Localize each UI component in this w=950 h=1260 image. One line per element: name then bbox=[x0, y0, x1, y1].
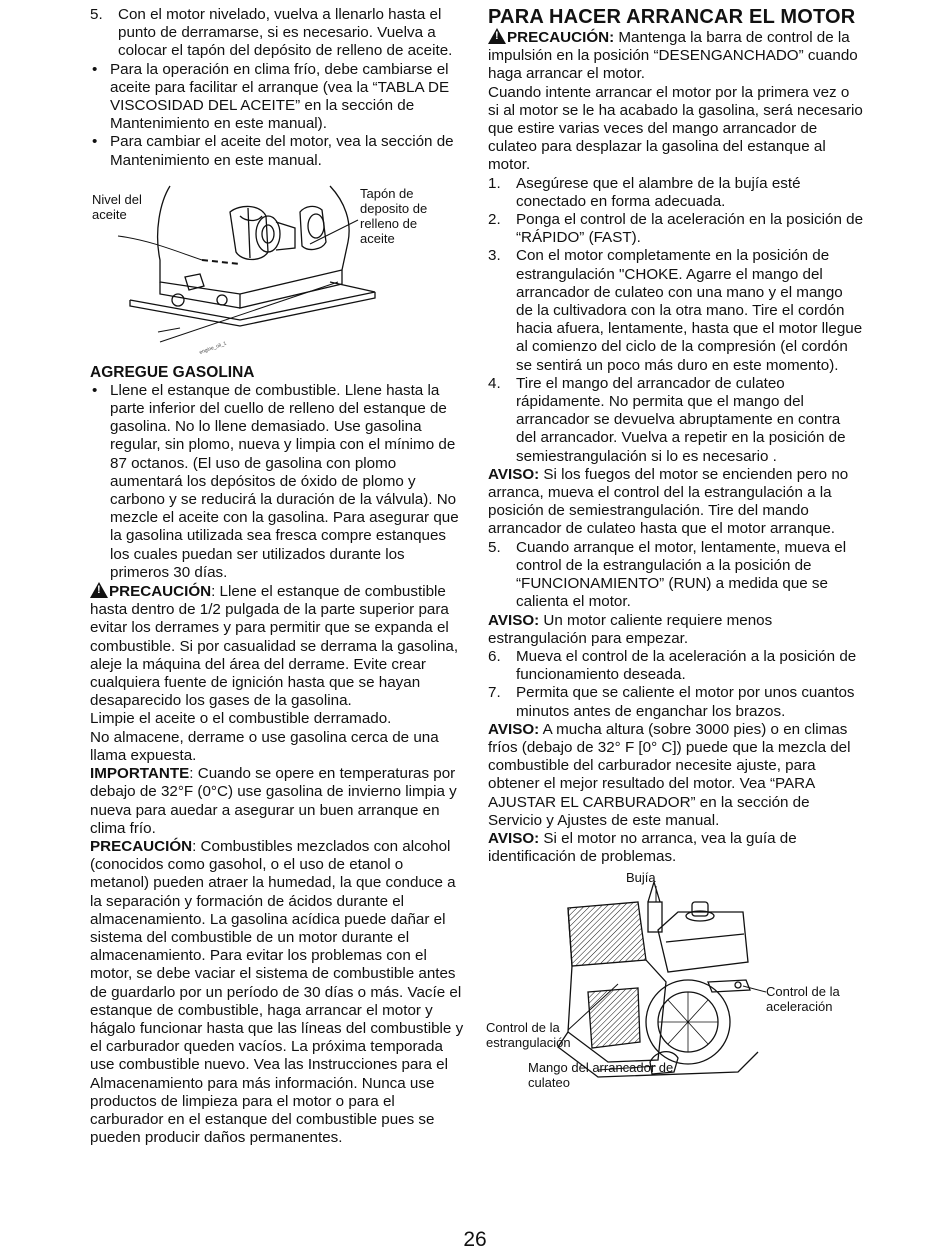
left-column bbox=[90, 6, 465, 1147]
important-text: : Cuando se opere en temperaturas por debajo de 32°F (0°C) use gasolina de invierno limpia y nueva para auedar a asegurar un buen arranque en clima frío. bbox=[90, 765, 457, 837]
aviso-text: Si el motor no arranca, vea la guía de identificación de problemas. bbox=[488, 829, 797, 866]
step-number: 3. bbox=[488, 247, 501, 265]
choke-control-label: Control de la estrangulación bbox=[486, 1020, 571, 1051]
step-number: 7. bbox=[488, 684, 501, 702]
step-number: 4. bbox=[488, 374, 501, 392]
engine-controls-illustration bbox=[488, 872, 863, 1092]
step-number: 2. bbox=[488, 211, 501, 229]
starter-handle-label: Mango del arrancador de culateo bbox=[528, 1060, 674, 1091]
step-text: Permita que se caliente el motor por unos cuantos minutos antes de enganchar los brazos. bbox=[516, 684, 855, 720]
aviso-text: A mucha altura (sobre 3000 pies) o en climas fríos (debajo de 32° F [0° C]) puede que la mezcla del combustible del carburador necesite ajuste, para obtener el mejor resultado del motor. Vea “PARA AJUSTAR EL CARBURADOR” en la sección de Servicio y Ajustes de este manual. bbox=[488, 720, 851, 829]
step-text: Con el motor completamente en la posición de estrangulación "CHOKE. Agarre el mango del arrancador de culateo con una mano y el mango de la cultivadora con la otra mano. Tire el cordón hacia afuera, lentamente, hasta que el motor llegue al comienzo del ciclo de la compresión (el cordón se sentirá un poco más duro en este momento). bbox=[516, 247, 863, 374]
start-step-4 bbox=[488, 375, 863, 466]
warning-triangle-icon bbox=[488, 28, 506, 44]
step-number: 5. bbox=[90, 6, 103, 23]
step-text: Asegúrese que el alambre de la bujía esté conectado en forma adecuada. bbox=[516, 174, 801, 210]
aviso-label: AVISO: bbox=[488, 611, 540, 629]
aviso-fires bbox=[488, 466, 863, 539]
oil-level-label: Nivel del aceite bbox=[92, 191, 142, 222]
step-number: 5. bbox=[488, 538, 501, 556]
aviso-altitude bbox=[488, 721, 863, 830]
caution-text: : Combustibles mezclados con alcohol (conocidos como gasohol, o el uso de etanol o metanol) pueden atraer la humedad, la que conduce a la separación y formación de ácidos durante el almacenamiento. La gasolina acídica puede dañar el sistema del combustible de un motor durante el almacenamiento. Para evitar los problemas con el motor, se debe vaciar el sistema de combustible antes de guardarlo por un período de 30 días o más. Vacíe el estanque de combustible, haga arrancar el motor y hágalo funcionar hasta que las líneas del combustible y el carburador queden vacíos. La próxima temporada use combustible nuevo. Vea las Instrucciones para el Almacenamiento para más información. Nunca use productos de limpieza para el motor o para el carburador en el estanque del combustible pues se pueden producir daños permanentes. bbox=[90, 837, 464, 1147]
caution-drive bbox=[488, 28, 863, 84]
add-gas-heading: AGREGUE GASOLINA bbox=[90, 363, 255, 381]
oil-fill-figure bbox=[90, 182, 465, 360]
caution-text: : Llene el estanque de combustible hasta dentro de 1/2 pulgada de la parte superior para evitar los derrames y para permitir que se expanda el combustible. Si por casualidad se derrama la gasolina, aleje la máquina del área del derrame. Evite crear cualquiera fuente de ignición hasta que se hayan desaparecido los gases de la gasolina. bbox=[90, 583, 459, 710]
step-text: Con el motor nivelado, vuelva a llenarlo hasta el punto de derramarse, si es necesario. Vuelva a colocar el tapón del depósito de relleno de aceite. bbox=[118, 6, 453, 60]
oil-step-5 bbox=[90, 6, 465, 61]
start-step-3 bbox=[488, 247, 863, 374]
start-step-2 bbox=[488, 211, 863, 247]
bullet-fill-tank: • Llene el estanque de combustible. Llene hasta la parte inferior del cuello de relleno del estanque de gasolina. No lo llene demasiado. Use gasolina regular, sin plomo, nueva y limpia con el mínimo de 87 octanos. (El uso de gasolina con plomo aumentará los depósitos de óxido de plomo y carbono y se reducirá la duración de la válvula). No mezcle el aceite con la gasolina. Para asegurar que la gasolina utilizada sea fresca compre estanques los cuales puedan ser utilizados durante los primeros 30 días. bbox=[90, 382, 465, 582]
start-step-7 bbox=[488, 684, 863, 720]
clean-spill-text: Limpie el aceite o el combustible derramado. bbox=[90, 710, 392, 728]
aviso-label: AVISO: bbox=[488, 720, 540, 738]
start-intro: Cuando intente arrancar el motor por la primera vez o si al motor se le ha acabado la gasolina, será necesario que estire varias veces del mango arrancador de culateo para desplazar la gasolina del estanque al motor. bbox=[488, 83, 863, 174]
bullet-text: Llene el estanque de combustible. Llene hasta la parte inferior del cuello de relleno del estanque de gasolina. No lo llene demasiado. Use gasolina regular, sin plomo, nueva y limpia con el mínimo de 87 octanos. (El uso de gasolina con plomo aumentará los depósitos de óxido de plomo y carbono y se reducirá la duración de la válvula). No mezcle el aceite con la gasolina. Para asegurar que la gasolina utilizada sea fresca compre estanques los cuales puedan ser utilizados durante los primeros 30 días. bbox=[110, 381, 459, 581]
warning-triangle-icon bbox=[90, 582, 108, 598]
caution-label: PRECAUCIÓN bbox=[109, 583, 212, 601]
no-store-text: No almacene, derrame o use gasolina cerca de una llama expuesta. bbox=[90, 728, 439, 764]
page-number: 26 bbox=[463, 1228, 487, 1251]
start-step-5 bbox=[488, 539, 863, 612]
aviso-no-start bbox=[488, 830, 863, 866]
figure-code: engine_oil_1 bbox=[198, 340, 228, 356]
caution-text: Mantenga la barra de control de la impulsión en la posición “DESENGANCHADO” cuando haga arrancar el motor. bbox=[488, 29, 858, 83]
caution-fuel bbox=[90, 582, 465, 710]
aviso-text: Si los fuegos del motor se encienden pero no arranca, mueva el control del la estrangulación a la posición de semiestrangulación. Tire del mando arrancador de culateo hasta que el motor arranque. bbox=[488, 465, 849, 538]
throttle-control-label: Control de la aceleración bbox=[766, 984, 840, 1015]
step-number: 6. bbox=[488, 647, 501, 665]
bullet-text: Para cambiar el aceite del motor, vea la sección de Mantenimiento en este manual. bbox=[110, 133, 454, 169]
engine-controls-figure bbox=[488, 872, 863, 1092]
spark-plug-label: Bujía bbox=[626, 870, 656, 886]
bullet-cold-weather: • Para la operación en clima frío, debe cambiarse el aceite para facilitar el arranque (vea la “TABLA DE VISCOSIDAD DEL ACEITE” en la sección de Mantenimiento en este manual). bbox=[90, 61, 465, 134]
aviso-label: AVISO: bbox=[488, 829, 540, 847]
bullet-change-oil: • Para cambiar el aceite del motor, vea la sección de Mantenimiento en este manual. bbox=[90, 133, 465, 169]
step-text: Mueva el control de la aceleración a la posición de funcionamiento deseada. bbox=[516, 647, 857, 684]
step-text: Ponga el control de la aceleración en la posición de “RÁPIDO” (FAST). bbox=[516, 211, 864, 247]
right-column bbox=[488, 6, 863, 1092]
aviso-warm-engine bbox=[488, 612, 863, 648]
important-label: IMPORTANTE bbox=[90, 765, 190, 783]
start-step-1 bbox=[488, 175, 863, 211]
caution-label: PRECAUCIÓN bbox=[90, 837, 193, 855]
aviso-label: AVISO: bbox=[488, 465, 540, 483]
caution-alcohol bbox=[90, 838, 465, 1147]
aviso-text: Un motor caliente requiere menos estrangulación para empezar. bbox=[488, 611, 773, 647]
start-step-6 bbox=[488, 648, 863, 684]
step-number: 1. bbox=[488, 174, 501, 192]
oil-cap-label: Tapón de deposito de relleno de aceite bbox=[360, 185, 428, 246]
step-text: Cuando arranque el motor, lentamente, mueva el control de la estrangulación a la posición de “FUNCIONAMIENTO” (RUN) a medida que se calienta el motor. bbox=[516, 538, 847, 611]
start-engine-heading: PARA HACER ARRANCAR EL MOTOR bbox=[488, 6, 856, 28]
bullet-text: Para la operación en clima frío, debe cambiarse el aceite para facilitar el arranque (vea la “TABLA DE VISCOSIDAD DEL ACEITE” en la sección de Mantenimiento en este manual). bbox=[110, 60, 450, 133]
important-note bbox=[90, 765, 465, 838]
step-text: Tire el mango del arrancador de culateo rápidamente. No permita que el mango del arrancador se devuelva abruptamente en contra del arrancador. Vuelva a repetir en la posición de semiestrangulación si lo es necesario . bbox=[516, 374, 846, 465]
caution-label: PRECAUCIÓN: bbox=[507, 29, 615, 46]
